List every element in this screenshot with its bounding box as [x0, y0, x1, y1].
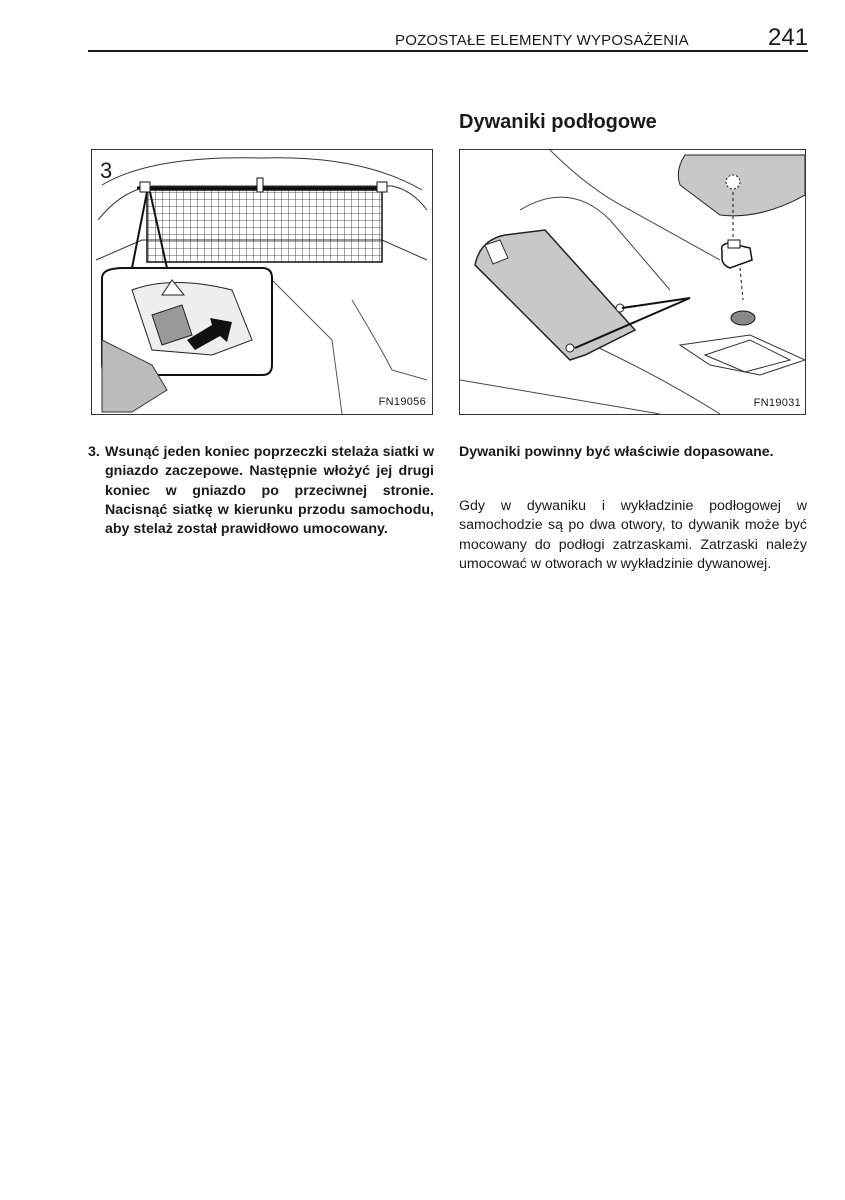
page-number: 241 — [768, 24, 809, 51]
step-text: Wsunąć jeden koniec poprzeczki stelaża siatki w gniazdo zaczepowe. Następnie włożyć jej drugi koniec w gniazdo po przeciwnej stronie. Nacisnąć siatkę w kierunku przodu samochodu, aby stelaż został prawidłowo umocowany. — [105, 444, 434, 538]
figure-code: FN19056 — [378, 396, 426, 408]
fit-note: Dywaniki powinny być właściwie dopasowane. — [459, 444, 774, 460]
figure-step-number: 3 — [100, 158, 113, 183]
header-rule — [88, 50, 808, 52]
figure-code: FN19031 — [753, 397, 801, 409]
instruction-step-3 — [88, 443, 434, 539]
running-header: POZOSTAŁE ELEMENTY WYPOSAŻENIA — [395, 32, 689, 49]
cargo-net-drawing — [92, 150, 432, 414]
step-number: 3. — [88, 444, 100, 460]
cargo-net-illustration — [91, 149, 433, 415]
floor-mat-illustration — [459, 149, 806, 415]
floor-mat-drawing — [460, 150, 805, 414]
body-paragraph: Gdy w dywaniku i wykładzinie podłogowej w samochodzie są po dwa otwory, to dywanik może być mocowany do podłogi zatrzaskami. Zatrzaski należy umocować w otworach w wykładzinie dywanowej. — [459, 498, 807, 572]
section-heading: Dywaniki podłogowe — [459, 111, 657, 133]
